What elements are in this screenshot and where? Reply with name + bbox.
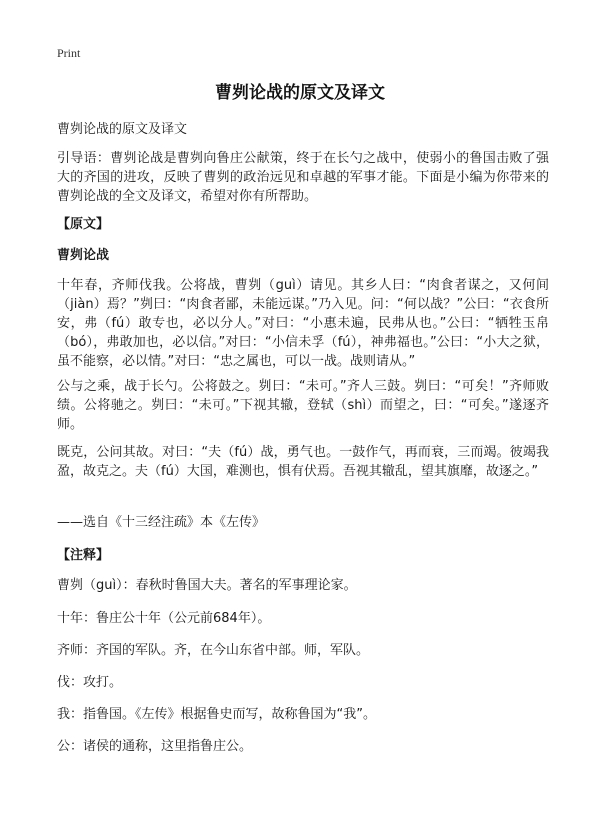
original-heading: 【原文】 xyxy=(57,217,110,232)
original-title: 曹刿论战 xyxy=(57,248,110,263)
notes-heading: 【注释】 xyxy=(57,548,110,563)
source-citation: ——选自《十三经注疏》本《左传》 xyxy=(57,515,266,530)
note-item: 公：诸侯的通称，这里指鲁庄公。 xyxy=(57,739,253,754)
note-item: 伐：攻打。 xyxy=(57,675,123,690)
intro-paragraph: 引导语：曹刿论战是曹刿向鲁庄公献策，终于在长勺之战中，使弱小的鲁国击败了强大的齐国的进攻，反映了曹刿的政治远见和卓越的军事才能。下面是小编为你带来的曹刿论战的全文及译文，希望对你有所帮助。 xyxy=(57,151,549,204)
note-item: 齐师：齐国的军队。齐，在今山东省中部。师，军队。 xyxy=(57,643,370,658)
subtitle: 曹刿论战的原文及译文 xyxy=(57,122,188,137)
original-paragraph-3: 既克，公问其故。对曰：“夫（fú）战，勇气也。一鼓作气，再而衰，三而竭。彼竭我盈，故克之。夫（fú）大国，难测也，惧有伏焉。吾视其辙乱，望其旗靡，故逐之。” xyxy=(57,445,549,479)
note-item: 十年：鲁庄公十年（公元前684年）。 xyxy=(57,611,271,626)
original-paragraph-2: 公与之乘，战于长勺。公将鼓之。刿曰：“未可。”齐人三鼓。刿曰：“可矣！”齐师败绩。公将驰之。刿曰：“未可。”下视其辙，登轼（shì）而望之，曰：“可矣。”遂逐齐师。 xyxy=(57,379,549,432)
note-item: 我：指鲁国。《左传》根据鲁史而写，故称鲁国为“我”。 xyxy=(57,707,376,722)
print-label[interactable]: Print xyxy=(57,46,81,60)
page-title: 曹刿论战的原文及译文 xyxy=(215,83,385,103)
note-item: 曹刿（guì）：春秋时鲁国大夫。著名的军事理论家。 xyxy=(57,578,357,593)
original-paragraph-1: 十年春，齐师伐我。公将战，曹刿（guì）请见。其乡人曰：“肉食者谋之，又何间（jiàn）焉？”刿曰：“肉食者鄙，未能远谋。”乃入见。问：“何以战？”公曰：“衣食所安，弗（fú）敢专也，必以分人。”对曰：“小惠未遍，民弗从也。”公曰：“牺牲玉帛（bó），弗敢加也，必以信。”对曰：“小信未孚（fú），神弗福也。”公曰：“小大之狱，虽不能察，必以情。”对曰：“忠之属也，可以一战。战则请从。” xyxy=(57,278,549,369)
